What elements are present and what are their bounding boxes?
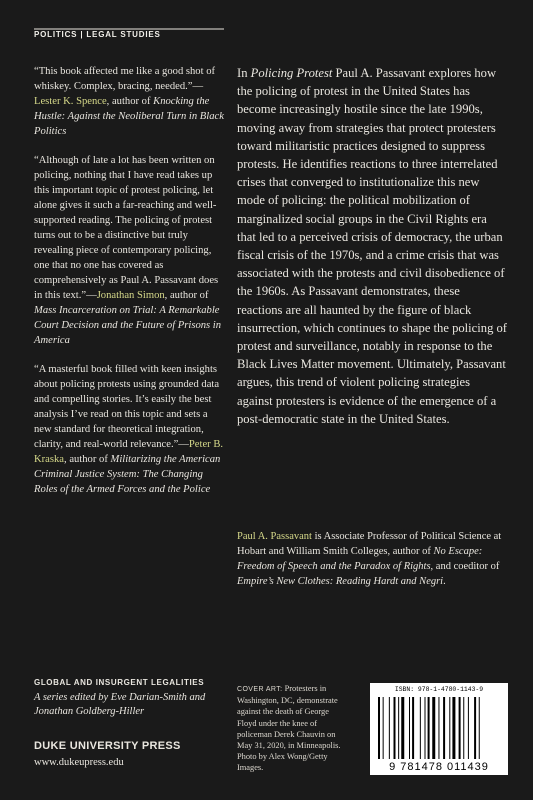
book-title: Policing Protest xyxy=(250,66,333,80)
blurb-3-book: Militarizing the American Criminal Justice System: The Changing Roles of the Armed Forces and the Police xyxy=(34,454,221,495)
cover-art-credit: COVER ART: Protesters in Washington, DC, demonstrate against the death of George Floyd under the knee of policeman Derek Chauvin on May 31, 2020, in Minneapolis. Photo by Alex Wong/Getty Images. xyxy=(237,684,341,773)
description: In Policing Protest Paul A. Passavant explores how the policing of protest in the United States has become increasingly hostile since the late 1990s, moving away from strategies that protect protesters toward militaristic practices designed to suppress protests. He identifies reactions to three interrelated crises that converged to institutionalize this new mode of policing: the political mobilization of marginalized social groups in the Civil Rights era that led to a perceived crisis of democracy, the urban fiscal crisis of the 1970s, and a crime crisis that was associated with the protests and civil disobedience of the 1960s. As Passavant demonstrates, these reactions are all haunted by the figure of black insurrection, which continues to shape the policing of protest and surveillance, notably in response to the Black Lives Matter movement. Ultimately, Passavant argues, this trend of violent policing strategies against protesters is evidence of the emergence of a post-democratic state in the United States. xyxy=(237,66,508,426)
publisher-url[interactable]: www.dukeupress.edu xyxy=(34,757,124,768)
blurb-2: “Although of late a lot has been written on policing, nothing that I have read takes up this important topic of protest policing, let alone gives it such a far-reaching and well-supported reading. The policing of protest turns out to be a distinctive but truly revealing piece of contemporary policing, one that no one has covered as comprehensively as Paul A. Passavant does in this text.”—Jonathan Simon, author of Mass Incarceration on Trial: A Remarkable Court Decision and the Future of Prisons in America xyxy=(34,155,222,346)
blurb-2-author: Jonathan Simon xyxy=(96,290,165,301)
blurb-3: “A masterful book filled with keen insights about policing protests using grounded data and compelling stories. It’s easily the best analysis I’ve read on this topic and sets a new standard for theoretical integration, clarity, and real-world relevance.”—Peter B. Kraska, author of Militarizing the American Criminal Justice System: The Changing Roles of the Armed Forces and the Police xyxy=(34,364,224,495)
blurb-1-book: Knocking the Hustle: Against the Neoliberal Turn in Black Politics xyxy=(34,96,224,137)
barcode xyxy=(370,683,508,775)
author-name: Paul A. Passavant xyxy=(237,531,312,542)
isbn-label: ISBN: 978-1-4780-1143-9 xyxy=(394,686,484,693)
blurb-1: “This book affected me like a good shot of whiskey. Complex, bracing, needed.”—Lester K. Spence, author of Knocking the Hustle: Against the Neoliberal Turn in Black Politics xyxy=(34,66,224,137)
category-label: POLITICS | LEGAL STUDIES xyxy=(34,30,161,39)
blurbs-column xyxy=(34,64,226,511)
series-title: GLOBAL AND INSURGENT LEGALITIES xyxy=(34,678,205,687)
author-bio: Paul A. Passavant is Associate Professor of Political Science at Hobart and William Smith Colleges, author of No Escape: Freedom of Speech and the Paradox of Rights, and coeditor of Empire’s New Clothes: Reading Hardt and Negri. xyxy=(237,531,502,587)
blurb-1-author: Lester K. Spence xyxy=(34,96,107,107)
series-editors: A series edited by Eve Darian-Smith and Jonathan Goldberg-Hiller xyxy=(34,692,206,717)
publisher-name: DUKE UNIVERSITY PRESS xyxy=(34,740,181,752)
barcode-number: 9 781478 011439 xyxy=(389,761,489,773)
barcode-bars xyxy=(378,697,500,759)
series-info xyxy=(34,678,234,719)
blurb-3-author: Peter B. Kraska xyxy=(34,439,224,465)
blurb-2-book: Mass Incarceration on Trial: A Remarkable Court Decision and the Future of Prisons in America xyxy=(34,305,222,346)
